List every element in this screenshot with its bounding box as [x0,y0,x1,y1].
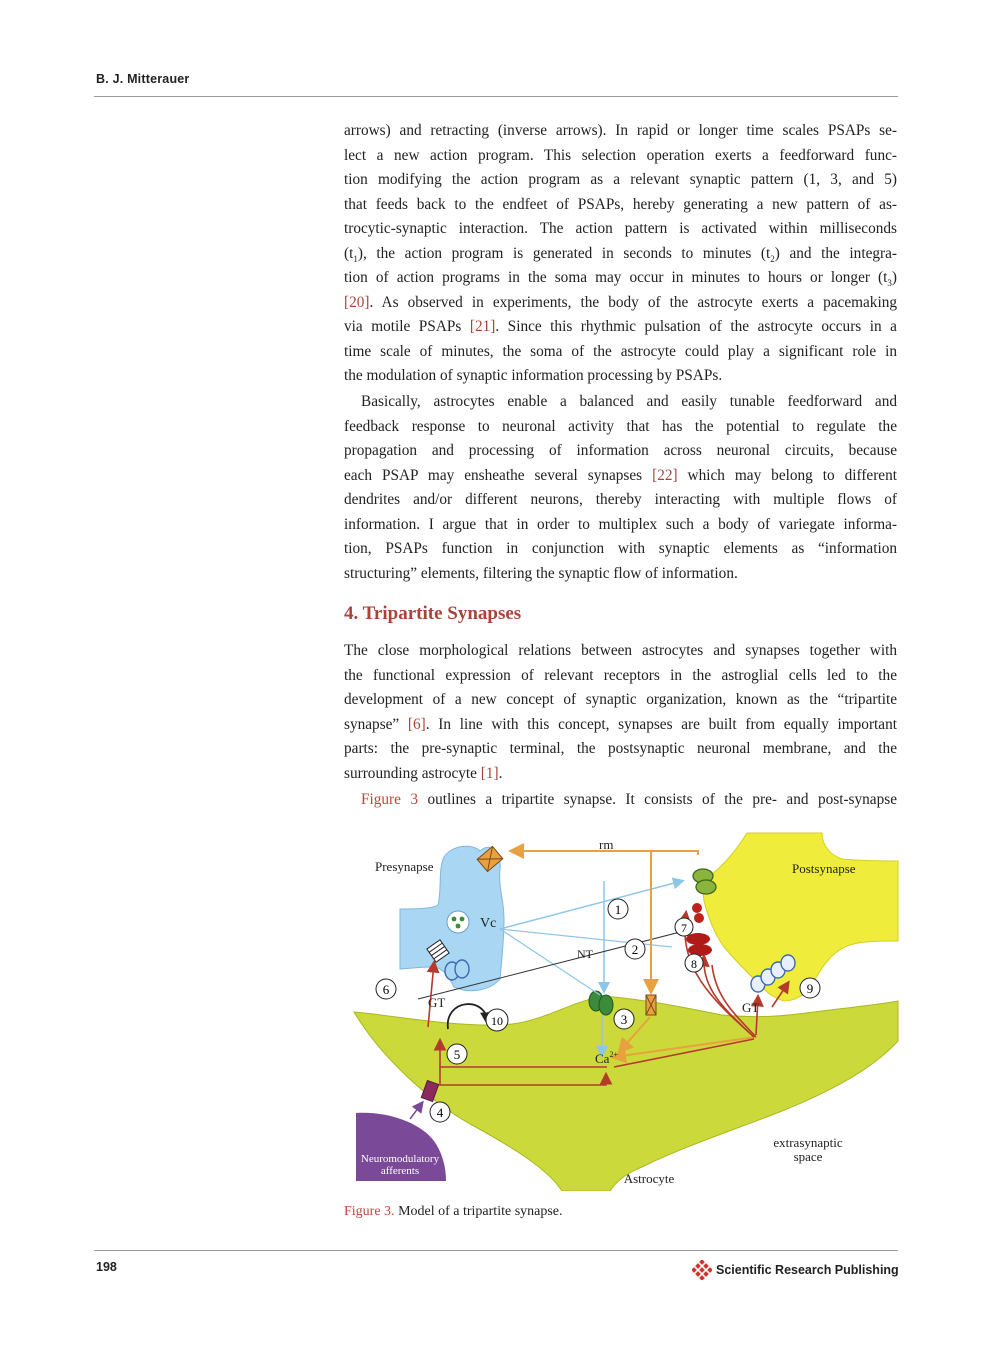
footer-divider [94,1250,898,1251]
text-line: Figure 3 outlines a tripartite synapse. It consists of the pre- and post-synapse [361,791,897,808]
text-line: trocytic-synaptic interaction. The action pattern is activated within milliseconds [344,220,897,237]
postsynapse-terminal [702,833,898,1001]
citation-link[interactable]: [1] [480,764,499,782]
receptor-1 [696,880,716,894]
label-rm: rm [599,837,614,852]
running-header-author: B. J. Mitterauer [96,72,190,86]
svg-text:1: 1 [614,902,622,917]
text-line: arrows) and retracting (inverse arrows). In rapid or longer time scales PSAPs se- [344,122,897,139]
svg-text:2: 2 [631,942,639,957]
text-line: structuring” elements, filtering the synaptic flow of information. [344,564,738,582]
marker-8 [685,954,703,972]
text-line: dendrites and/or different neurons, thereby interacting with multiple flows of [344,491,897,508]
text-line: The close morphological relations between astrocytes and synapses together with [344,642,897,659]
text-line: surrounding astrocyte [1]. [344,764,503,782]
tripartite-synapse-figure [352,829,900,1191]
page-number: 198 [96,1260,117,1274]
label-calcium: $Ca^{2+}$ [595,1050,618,1066]
text-line: development of a new concept of synaptic organization, known as the “tripartite [344,691,897,708]
text-line: time scale of minutes, the soma of the astrocyte could play a significant role in [344,342,897,360]
paragraph-3 [344,639,897,786]
citation-link[interactable]: [21] [469,318,496,335]
text-line: $(t_1)$, the action program is generated in seconds to minutes $(t_2)$ and the integra- [344,244,897,264]
text-line: lect a new action program. This selection operation exerts a feedforward func- [344,146,897,164]
label-gt-left: GT [428,995,446,1010]
receptor-8 [686,933,710,945]
nt-release-arrow [500,929,600,995]
figure-link[interactable]: Figure 3 [361,791,419,808]
scirp-logo-icon [692,1260,712,1280]
paragraph-2 [344,390,897,586]
nt-release-arrow [500,929,672,947]
citation-link[interactable]: [20] [344,293,370,311]
svg-text:4: 4 [436,1105,444,1120]
text-line: the functional expression of relevant receptors in the astroglial cells led to the [344,666,897,684]
label-space: space [793,1149,823,1164]
postsynaptic-gt [781,955,795,971]
figure-caption: Figure 3. Model of a tripartite synapse. [344,1204,563,1219]
receptor-7 [692,903,702,913]
vesicle [460,917,465,922]
label-postsynapse: Postsynapse [792,861,856,876]
label-nt: NT [577,947,593,961]
publisher-logo [692,1260,899,1280]
marker-9 [800,978,820,998]
vesicle [456,924,461,929]
text-line: each PSAP may ensheathe several synapses [22] which may belong to different [344,466,897,484]
svg-text:8: 8 [691,957,697,971]
vesicle [452,917,457,922]
citation-link[interactable]: [6] [407,715,426,733]
label-neuromodulatory: Neuromodulatory [360,1153,440,1165]
svg-text:7: 7 [681,921,687,935]
svg-text:5: 5 [453,1047,461,1062]
marker-3 [614,1009,634,1029]
paragraph-4 [344,788,897,813]
label-extrasynaptic: extrasynaptic [773,1135,843,1150]
astrocyte-rm-receptor [646,995,656,1015]
text-line: propagation and processing of information across neuronal circuits, because [344,442,897,459]
text-line: via motile PSAPs [21]. Since this rhythmic pulsation of the astrocyte occurs in a [344,318,897,335]
marker-7 [675,918,693,936]
label-vc: Vc [480,916,497,931]
svg-text:3: 3 [620,1012,628,1027]
vesicle-cluster [447,911,469,933]
svg-text:6: 6 [382,982,390,997]
marker-6 [376,979,396,999]
label-presynapse: Presynapse [375,859,434,874]
text-line: that feeds back to the endfeet of PSAPs, hereby generating a new pattern of as- [344,195,897,213]
text-line: tion modifying the action program as a relevant synaptic pattern (1, 3, and 5) [344,171,897,188]
arrow-4 [410,1103,422,1119]
svg-text:9: 9 [806,981,814,996]
text-line: the modulation of synaptic information processing by PSAPs. [344,367,723,384]
text-line: parts: the pre-synaptic terminal, the postsynaptic neuronal membrane, and the [344,740,897,757]
marker-1 [608,899,628,919]
marker-2 [625,939,645,959]
nt-release-arrow [500,881,682,929]
figure-caption-label: Figure 3. [344,1204,395,1219]
label-gt-right: GT [742,1000,760,1015]
text-line: information. I argue that in order to multiplex such a body of variegate informa- [344,515,897,533]
glutamate-transporter [455,960,469,978]
receptor-7 [694,913,704,923]
text-line: synapse” [6]. In line with this concept, synapses are built from equally important [344,715,897,733]
section-heading: 4. Tripartite Synapses [344,603,522,624]
marker-10 [486,1009,508,1031]
label-afferents: afferents [380,1165,420,1177]
publisher-name: Scientific Research Publishing [716,1263,899,1277]
text-line: [20]. As observed in experiments, the body of the astrocyte exerts a pacemaking [344,293,897,311]
text-line: Basically, astrocytes enable a balanced and easily tunable feedforward and [361,393,897,410]
citation-link[interactable]: [22] [652,466,678,484]
header-divider [94,96,898,97]
astrocyte-receptor [599,995,613,1015]
label-astrocyte: Astrocyte [623,1171,675,1186]
paragraph-1 [344,119,897,389]
text-line: tion of action programs in the soma may occur in minutes to hours or longer $(t_3)$ [344,269,897,289]
text-line: tion, PSAPs function in conjunction with synaptic elements as “information [344,540,897,557]
svg-text:10: 10 [491,1014,503,1028]
text-line: feedback response to neuronal activity that has the potential to regulate the [344,417,897,435]
marker-5 [447,1044,467,1064]
marker-4 [430,1102,450,1122]
